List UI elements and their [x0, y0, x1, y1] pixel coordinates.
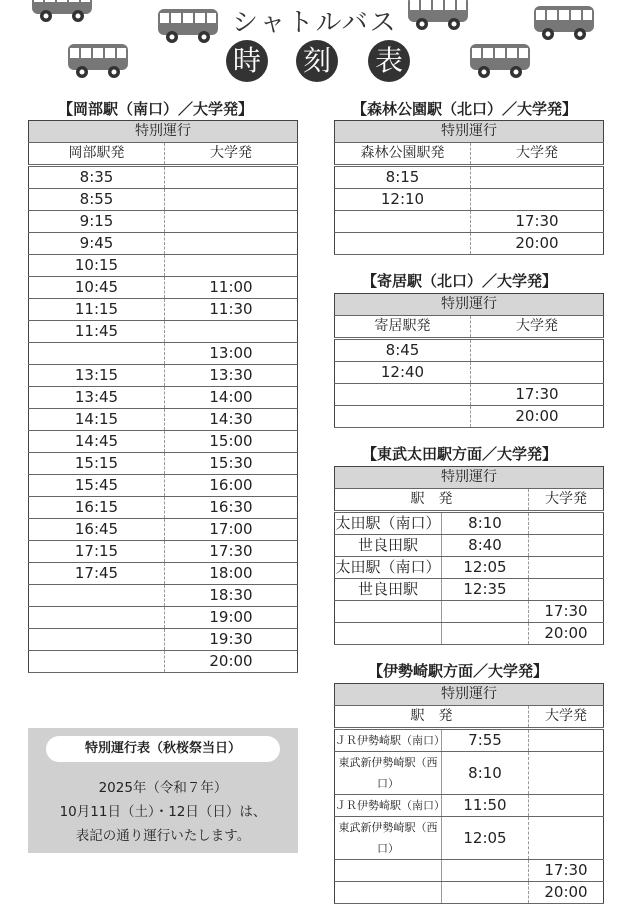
- shinrin-col-univ: 大学発: [471, 143, 604, 166]
- station-departure-time: 15:15: [29, 453, 165, 475]
- station-departure-time: [29, 651, 165, 673]
- station-departure-time: 11:50: [442, 795, 529, 817]
- table-row: [29, 166, 298, 189]
- station-departure-time: 10:45: [29, 277, 165, 299]
- station-departure-time: [29, 585, 165, 607]
- bus-icon: [30, 0, 94, 24]
- university-departure-time: 17:30: [529, 860, 604, 882]
- tobu-col-station: 駅 発: [335, 489, 529, 512]
- station-name: [335, 882, 442, 904]
- station-name: 東武新伊勢崎駅（西口）: [335, 752, 442, 795]
- title-kanji-3: 表: [368, 40, 410, 82]
- isesaki-special-header: 特別運行: [335, 684, 604, 706]
- isesaki-col-univ: 大学発: [529, 706, 604, 729]
- university-departure-time: 19:00: [165, 607, 298, 629]
- station-departure-time: 10:15: [29, 255, 165, 277]
- station-departure-time: [442, 882, 529, 904]
- station-departure-time: 7:55: [442, 729, 529, 752]
- tobu-timetable: [334, 466, 604, 645]
- table-row: [29, 475, 298, 497]
- station-departure-time: 12:05: [442, 557, 529, 579]
- station-departure-time: 11:15: [29, 299, 165, 321]
- table-row: [335, 339, 604, 362]
- university-departure-time: [471, 189, 604, 211]
- university-departure-time: 17:30: [471, 211, 604, 233]
- university-departure-time: [529, 752, 604, 795]
- notice-message: 表記の通り運行いたします。: [75, 828, 251, 844]
- university-departure-time: 20:00: [529, 882, 604, 904]
- table-row: [335, 860, 604, 882]
- university-departure-time: [529, 535, 604, 557]
- university-departure-time: 14:00: [165, 387, 298, 409]
- university-departure-time: 11:30: [165, 299, 298, 321]
- station-departure-time: 8:55: [29, 189, 165, 211]
- yorii-timetable: [334, 293, 604, 428]
- station-departure-time: 12:10: [335, 189, 471, 211]
- okabe-special-header: 特別運行: [29, 121, 298, 143]
- table-row: [29, 277, 298, 299]
- university-departure-time: 20:00: [529, 623, 604, 645]
- table-row: [29, 431, 298, 453]
- table-row: [335, 512, 604, 535]
- table-row: [335, 166, 604, 189]
- university-departure-time: 15:30: [165, 453, 298, 475]
- university-departure-time: 13:30: [165, 365, 298, 387]
- table-row: [335, 882, 604, 904]
- station-departure-time: 9:45: [29, 233, 165, 255]
- shinrin-timetable: [334, 120, 604, 255]
- station-departure-time: 9:15: [29, 211, 165, 233]
- station-departure-time: [29, 343, 165, 365]
- university-departure-time: 16:00: [165, 475, 298, 497]
- bus-icon: [468, 40, 532, 80]
- university-departure-time: 17:30: [471, 384, 604, 406]
- yorii-col-univ: 大学発: [471, 316, 604, 339]
- shinrin-col-station: 森林公園駅発: [335, 143, 471, 166]
- station-departure-time: [442, 623, 529, 645]
- university-departure-time: [165, 211, 298, 233]
- station-departure-time: 8:10: [442, 752, 529, 795]
- station-departure-time: 17:15: [29, 541, 165, 563]
- isesaki-col-station: 駅 発: [335, 706, 529, 729]
- station-departure-time: 12:05: [442, 817, 529, 860]
- station-departure-time: 15:45: [29, 475, 165, 497]
- table-row: [29, 651, 298, 673]
- station-departure-time: 8:40: [442, 535, 529, 557]
- table-row: [335, 729, 604, 752]
- table-row: [335, 579, 604, 601]
- special-schedule-notice: [28, 728, 298, 853]
- station-name: 太田駅（南口）: [335, 512, 442, 535]
- table-row: [335, 557, 604, 579]
- university-departure-time: [471, 166, 604, 189]
- station-departure-time: [442, 860, 529, 882]
- station-departure-time: 13:45: [29, 387, 165, 409]
- table-row: [335, 817, 604, 860]
- table-row: [29, 541, 298, 563]
- university-departure-time: 15:00: [165, 431, 298, 453]
- page-title: シャトルバス: [232, 8, 398, 38]
- university-departure-time: 18:00: [165, 563, 298, 585]
- table-row: [335, 211, 604, 233]
- university-departure-time: [529, 579, 604, 601]
- table-row: [335, 623, 604, 645]
- university-departure-time: 16:30: [165, 497, 298, 519]
- station-departure-time: [442, 601, 529, 623]
- table-row: [29, 343, 298, 365]
- station-departure-time: 17:45: [29, 563, 165, 585]
- table-row: [29, 255, 298, 277]
- tobu-col-univ: 大学発: [529, 489, 604, 512]
- table-row: [335, 384, 604, 406]
- university-departure-time: 20:00: [471, 406, 604, 428]
- table-row: [335, 795, 604, 817]
- table-row: [29, 607, 298, 629]
- university-departure-time: 11:00: [165, 277, 298, 299]
- table-row: [335, 752, 604, 795]
- station-departure-time: [335, 406, 471, 428]
- table-row: [29, 563, 298, 585]
- title-kanji-2: 刻: [296, 40, 338, 82]
- station-departure-time: 8:35: [29, 166, 165, 189]
- university-departure-time: [165, 166, 298, 189]
- table-row: [29, 409, 298, 431]
- station-name: 世良田駅: [335, 579, 442, 601]
- station-name: 東武新伊勢崎駅（西口）: [335, 817, 442, 860]
- okabe-timetable: [28, 120, 298, 673]
- station-departure-time: [29, 607, 165, 629]
- yorii-special-header: 特別運行: [335, 294, 604, 316]
- station-name: [335, 623, 442, 645]
- station-departure-time: [335, 233, 471, 255]
- bus-icon: [532, 2, 596, 42]
- station-departure-time: 8:10: [442, 512, 529, 535]
- university-departure-time: [529, 795, 604, 817]
- table-row: [335, 362, 604, 384]
- yorii-title: 【寄居駅（北口）／大学発】: [362, 272, 558, 290]
- university-departure-time: [165, 321, 298, 343]
- isesaki-timetable: [334, 683, 604, 904]
- station-name: [335, 860, 442, 882]
- shinrin-title: 【森林公園駅（北口）／大学発】: [352, 100, 578, 118]
- station-name: ＪＲ伊勢崎駅（南口）: [335, 729, 442, 752]
- station-name: 太田駅（南口）: [335, 557, 442, 579]
- table-row: [29, 233, 298, 255]
- university-departure-time: 14:30: [165, 409, 298, 431]
- yorii-col-station: 寄居駅発: [335, 316, 471, 339]
- university-departure-time: 19:30: [165, 629, 298, 651]
- station-name: [335, 601, 442, 623]
- table-row: [29, 519, 298, 541]
- university-departure-time: 13:00: [165, 343, 298, 365]
- bus-icon: [156, 5, 220, 45]
- tobu-title: 【東武太田駅方面／大学発】: [362, 445, 558, 463]
- station-departure-time: 12:40: [335, 362, 471, 384]
- station-departure-time: 16:45: [29, 519, 165, 541]
- table-row: [29, 365, 298, 387]
- university-departure-time: 20:00: [471, 233, 604, 255]
- tobu-special-header: 特別運行: [335, 467, 604, 489]
- university-departure-time: [471, 362, 604, 384]
- station-departure-time: 16:15: [29, 497, 165, 519]
- shinrin-special-header: 特別運行: [335, 121, 604, 143]
- table-row: [29, 453, 298, 475]
- table-row: [29, 299, 298, 321]
- table-row: [29, 629, 298, 651]
- station-departure-time: 8:15: [335, 166, 471, 189]
- okabe-col-univ: 大学発: [165, 143, 298, 166]
- station-name: ＪＲ伊勢崎駅（南口）: [335, 795, 442, 817]
- table-row: [29, 321, 298, 343]
- table-row: [335, 189, 604, 211]
- isesaki-title: 【伊勢崎駅方面／大学発】: [368, 662, 549, 680]
- university-departure-time: [529, 557, 604, 579]
- table-row: [29, 585, 298, 607]
- station-departure-time: [29, 629, 165, 651]
- notice-year: 2025年（令和７年）: [98, 780, 228, 796]
- university-departure-time: [529, 817, 604, 860]
- okabe-col-station: 岡部駅発: [29, 143, 165, 166]
- table-row: [29, 387, 298, 409]
- station-departure-time: 8:45: [335, 339, 471, 362]
- university-departure-time: [165, 189, 298, 211]
- notice-heading: 特別運行表（秋桜祭当日）: [46, 736, 280, 762]
- university-departure-time: [471, 339, 604, 362]
- university-departure-time: [529, 512, 604, 535]
- table-row: [335, 406, 604, 428]
- table-row: [335, 601, 604, 623]
- table-row: [335, 233, 604, 255]
- station-departure-time: 11:45: [29, 321, 165, 343]
- university-departure-time: 17:30: [529, 601, 604, 623]
- table-row: [335, 535, 604, 557]
- title-kanji-1: 時: [226, 40, 268, 82]
- university-departure-time: 18:30: [165, 585, 298, 607]
- table-row: [29, 497, 298, 519]
- station-departure-time: 14:45: [29, 431, 165, 453]
- station-departure-time: 13:15: [29, 365, 165, 387]
- university-departure-time: 17:30: [165, 541, 298, 563]
- station-name: 世良田駅: [335, 535, 442, 557]
- table-row: [29, 211, 298, 233]
- university-departure-time: [165, 233, 298, 255]
- university-departure-time: 20:00: [165, 651, 298, 673]
- university-departure-time: 17:00: [165, 519, 298, 541]
- university-departure-time: [529, 729, 604, 752]
- notice-dates: 10月11日（土）・12日（日）は、: [59, 804, 267, 820]
- bus-icon: [406, 0, 470, 32]
- station-departure-time: [335, 211, 471, 233]
- okabe-title: 【岡部駅（南口）／大学発】: [58, 100, 254, 118]
- table-row: [29, 189, 298, 211]
- station-departure-time: [335, 384, 471, 406]
- station-departure-time: 14:15: [29, 409, 165, 431]
- bus-icon: [66, 40, 130, 80]
- station-departure-time: 12:35: [442, 579, 529, 601]
- university-departure-time: [165, 255, 298, 277]
